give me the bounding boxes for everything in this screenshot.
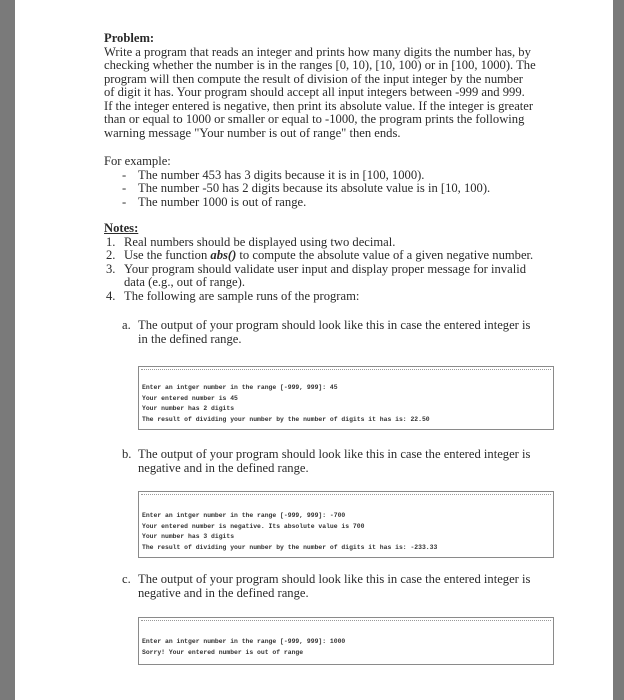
sample-description: negative and in the defined range. bbox=[138, 585, 309, 600]
note-text: Use the function bbox=[124, 248, 211, 262]
example-label: For example: bbox=[104, 154, 171, 168]
problem-heading: Problem: bbox=[104, 31, 155, 45]
problem-line: Write a program that reads an integer and prints how many digits the number has, by bbox=[104, 44, 531, 59]
note-number: 4. bbox=[106, 288, 116, 303]
note-number: 1. bbox=[106, 234, 116, 249]
sample-description: The output of your program should look like this in case the entered integer is bbox=[138, 572, 531, 586]
console-separator bbox=[141, 494, 551, 498]
problem-line: than or equal to 1000 or smaller or equal to -1000, the program prints the following bbox=[104, 112, 525, 126]
example-bullet: The number -50 has 2 digits because its absolute value is in [10, 100). bbox=[138, 181, 491, 195]
problem-line: warning message "Your number is out of range" then ends. bbox=[104, 125, 401, 140]
sample-description: The output of your program should look like this in case the entered integer is bbox=[138, 318, 531, 332]
sample-letter: c. bbox=[122, 572, 131, 586]
console-line: The result of dividing your number by the number of digits it has is: 22.50 bbox=[142, 415, 430, 423]
problem-line: checking whether the number is in the ranges [0, 10), [10, 100) or in [100, 1000). The bbox=[104, 58, 536, 72]
note-item: Real numbers should be displayed using two decimal. bbox=[124, 234, 396, 249]
console-line: Enter an intger number in the range [-999, 999]: 1000 bbox=[142, 638, 346, 645]
note-item-continued: data (e.g., out of range). bbox=[124, 275, 245, 289]
console-output-c bbox=[138, 617, 554, 665]
console-line: Your entered number is negative. Its absolute value is 700 bbox=[142, 522, 365, 530]
note-number: 3. bbox=[106, 261, 116, 276]
note-item: The following are sample runs of the program: bbox=[124, 288, 360, 303]
example-bullet: The number 1000 is out of range. bbox=[138, 194, 307, 209]
console-line: Sorry! Your entered number is out of range bbox=[142, 648, 304, 656]
console-line: Enter an intger number in the range [-999, 999]: 45 bbox=[142, 384, 338, 391]
notes-heading: Notes: bbox=[104, 221, 139, 235]
problem-line: program will then compute the result of division of the input integer by the number bbox=[104, 71, 524, 86]
note-item: Your program should validate user input and display proper message for invalid bbox=[124, 261, 526, 276]
function-name: abs() bbox=[210, 248, 237, 262]
note-item bbox=[124, 249, 533, 263]
console-line: Your number has 3 digits bbox=[142, 533, 235, 540]
console-line: Your entered number is 45 bbox=[142, 394, 238, 402]
bullet-icon: - bbox=[122, 194, 127, 209]
note-text: to compute the absolute value of a given negative number. bbox=[236, 248, 534, 262]
bullet-icon: - bbox=[122, 181, 127, 195]
note-number: 2. bbox=[106, 248, 116, 262]
sample-letter: b. bbox=[122, 447, 132, 461]
console-separator bbox=[141, 369, 551, 373]
problem-line: If the integer entered is negative, then print its absolute value. If the integer is greater bbox=[104, 98, 534, 113]
console-separator bbox=[141, 620, 551, 624]
sample-letter: a. bbox=[122, 318, 131, 332]
sample-description: negative and in the defined range. bbox=[138, 460, 309, 475]
sample-description: The output of your program should look like this in case the entered integer is bbox=[138, 447, 531, 461]
console-output-a bbox=[138, 366, 554, 430]
problem-line: of digit it has. Your program should accept all input integers between -999 and 999. bbox=[104, 85, 525, 99]
sample-description: in the defined range. bbox=[138, 331, 242, 346]
console-line: The result of dividing your number by the number of digits it has is: -233.33 bbox=[142, 543, 438, 551]
console-output-b bbox=[138, 491, 554, 558]
console-line: Your number has 2 digits bbox=[142, 405, 235, 412]
example-bullet: The number 453 has 3 digits because it is in [100, 1000). bbox=[138, 167, 425, 182]
bullet-icon: - bbox=[122, 167, 127, 182]
console-line: Enter an intger number in the range [-999, 999]: -700 bbox=[142, 512, 346, 519]
